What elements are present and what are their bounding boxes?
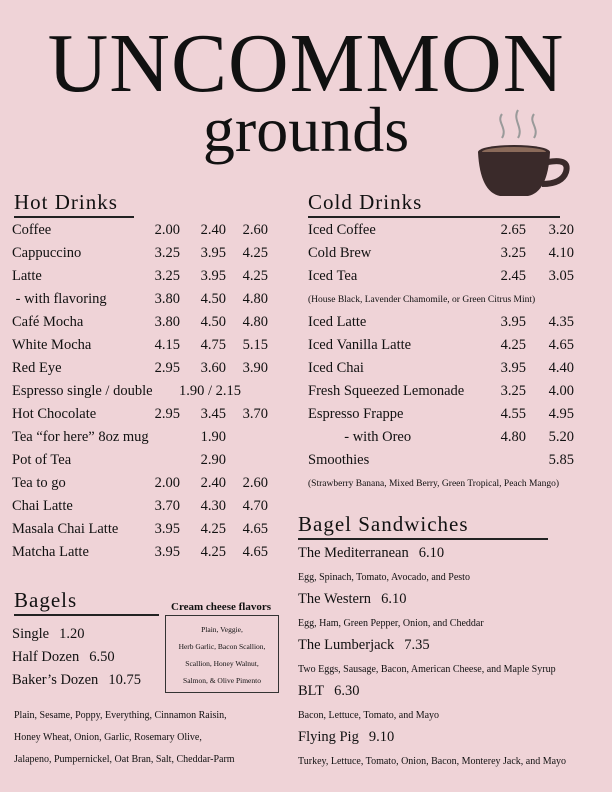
sandwich-price: 6.10 [418, 545, 445, 561]
hot-drink-price: 4.15 [154, 337, 180, 353]
cold-drink-name: Iced Coffee [308, 222, 376, 238]
hot-drink-name: Latte [12, 268, 42, 284]
hot-drink-price: 4.25 [200, 521, 226, 537]
cream-cheese-box [165, 615, 279, 693]
hot-drink-price: 4.30 [200, 498, 226, 514]
hot-drink-price: 2.00 [154, 222, 180, 238]
hot-drink-name: Espresso single / double [12, 383, 153, 399]
cream-cheese-title: Cream cheese flavors [161, 600, 281, 614]
sandwich-description: Turkey, Lettuce, Tomato, Onion, Bacon, Monterey Jack, and Mayo [298, 756, 567, 767]
hot-drink-price: 4.50 [200, 291, 226, 307]
hot-drink-name: Pot of Tea [12, 452, 72, 468]
coffee-cup-icon [474, 106, 574, 202]
hot-drink-name: Chai Latte [12, 498, 73, 514]
cold-drink-price: 4.95 [548, 406, 574, 422]
hot-drink-name: Hot Chocolate [12, 406, 97, 422]
bagels-heading: Bagels [14, 588, 159, 616]
cold-drink-name: Fresh Squeezed Lemonade [308, 383, 465, 399]
hot-drink-price: 3.70 [154, 498, 180, 514]
hot-drink-price: 2.40 [200, 475, 226, 491]
cold-drink-price: 2.45 [500, 268, 526, 284]
hot-drink-name: Café Mocha [12, 314, 84, 330]
sandwich-row [298, 635, 430, 655]
sandwich-name: The Lumberjack [298, 637, 395, 653]
bagel-name: Half Dozen [12, 649, 80, 665]
hot-drink-price: 2.95 [154, 406, 180, 422]
hot-drink-price: 3.95 [154, 544, 180, 560]
bagel-flavor-line: Honey Wheat, Onion, Garlic, Rosemary Olive, [14, 732, 202, 743]
hot-drink-price: 2.60 [242, 222, 268, 238]
bagel-price: 6.50 [89, 649, 115, 665]
cold-drink-name: Iced Chai [308, 360, 364, 376]
sandwich-price: 9.10 [368, 729, 395, 745]
bagel-name: Baker’s Dozen [12, 672, 99, 688]
sandwich-name: The Mediterranean [298, 545, 409, 561]
bagel-price: 10.75 [108, 672, 141, 688]
bagel-sandwiches-heading: Bagel Sandwiches [298, 512, 548, 540]
hot-drink-price: 4.80 [242, 314, 268, 330]
cream-cheese-flavor-line: Scallion, Honey Walnut, [185, 659, 259, 668]
hot-drink-price: 4.25 [242, 245, 268, 261]
sandwich-name: The Western [298, 591, 372, 607]
cold-drink-price: 4.65 [548, 337, 574, 353]
hot-drink-price: 4.65 [242, 544, 268, 560]
menu-title-bottom: grounds [202, 94, 410, 165]
cold-drink-price: 2.65 [500, 222, 526, 238]
bagel-row [12, 623, 84, 646]
hot-drink-price: 4.80 [242, 291, 268, 307]
cold-drink-note: (Strawberry Banana, Mixed Berry, Green Tropical, Peach Mango) [308, 479, 560, 489]
hot-drink-price: 2.60 [242, 475, 268, 491]
cold-drink-price: 5.20 [548, 429, 574, 445]
hot-drink-price: 3.95 [200, 268, 226, 284]
hot-drink-price: 3.60 [200, 360, 226, 376]
hot-drink-name: Cappuccino [12, 245, 82, 261]
hot-drink-name: Coffee [12, 222, 52, 238]
cold-drink-price: 4.40 [548, 360, 574, 376]
sandwich-price: 7.35 [404, 637, 430, 653]
sandwich-row [298, 589, 406, 609]
bagel-price: 1.20 [59, 626, 85, 642]
hot-drink-price: 2.95 [154, 360, 180, 376]
cold-drink-price: 3.05 [548, 268, 574, 284]
cream-cheese-flavor-line: Salmon, & Olive Pimento [183, 676, 261, 685]
sandwich-description: Egg, Ham, Green Pepper, Onion, and Cheddar [298, 618, 484, 629]
hot-drink-price: 3.95 [154, 521, 180, 537]
cold-drink-price: 4.00 [548, 383, 574, 399]
cream-cheese-flavor-line: Herb Garlic, Bacon Scallion, [178, 642, 266, 651]
bagel-row [12, 646, 115, 669]
hot-drink-price: 3.70 [242, 406, 268, 422]
hot-drink-price: 3.80 [154, 291, 180, 307]
sandwich-name: Flying Pig [298, 729, 359, 745]
hot-drink-name: Tea “for here” 8oz mug [12, 429, 149, 445]
cold-drink-price: 4.80 [500, 429, 526, 445]
hot-drinks-heading: Hot Drinks [14, 190, 134, 218]
cold-drink-name: Iced Tea [308, 268, 358, 284]
cold-drink-name: Smoothies [308, 452, 370, 468]
hot-drink-price: 4.50 [200, 314, 226, 330]
menu-title-top: UNCOMMON [47, 17, 565, 110]
hot-drink-name: Red Eye [12, 360, 62, 376]
bagel-flavor-line: Jalapeno, Pumpernickel, Oat Bran, Salt, Cheddar-Parm [14, 754, 235, 765]
sandwich-description: Bacon, Lettuce, Tomato, and Mayo [298, 710, 440, 721]
cold-drink-name: Iced Latte [308, 314, 367, 330]
bagel-row [12, 669, 141, 692]
cold-drink-price: 3.95 [500, 360, 526, 376]
hot-drink-price: 1.90 [200, 429, 226, 445]
hot-drink-price: 5.15 [242, 337, 268, 353]
hot-drink-price: 4.70 [242, 498, 268, 514]
hot-drink-name: Matcha Latte [12, 544, 89, 560]
bagel-flavor-line: Plain, Sesame, Poppy, Everything, Cinnamon Raisin, [14, 710, 227, 721]
hot-drink-price: 4.25 [242, 268, 268, 284]
cold-drink-name: Iced Vanilla Latte [308, 337, 412, 353]
hot-drink-price-combo: 1.90 / 2.15 [179, 383, 242, 399]
hot-drink-name: Tea to go [12, 475, 66, 491]
sandwich-row [298, 543, 444, 563]
hot-drink-price: 2.90 [200, 452, 226, 468]
hot-drink-name: White Mocha [12, 337, 92, 353]
sandwich-description: Two Eggs, Sausage, Bacon, American Cheese, and Maple Syrup [298, 664, 556, 675]
bagel-name: Single [12, 626, 50, 642]
hot-drink-price: 4.75 [200, 337, 226, 353]
hot-drink-name: Masala Chai Latte [12, 521, 119, 537]
hot-drink-price: 3.80 [154, 314, 180, 330]
cold-drink-price: 3.25 [500, 245, 526, 261]
hot-drink-price: 4.25 [200, 544, 226, 560]
hot-drink-price: 2.40 [200, 222, 226, 238]
cold-drink-note: (House Black, Lavender Chamomile, or Green Citrus Mint) [308, 295, 536, 305]
cold-drink-price: 3.95 [500, 314, 526, 330]
hot-drink-price: 3.25 [154, 268, 180, 284]
hot-drink-price: 2.00 [154, 475, 180, 491]
hot-drink-price: 3.45 [200, 406, 226, 422]
sandwich-name: BLT [298, 683, 325, 699]
hot-drink-price: 3.25 [154, 245, 180, 261]
cold-drink-price: 4.55 [500, 406, 526, 422]
sandwich-description: Egg, Spinach, Tomato, Avocado, and Pesto [298, 572, 470, 583]
cream-cheese-flavor-line: Plain, Veggie, [201, 625, 243, 634]
cold-drink-name: Espresso Frappe [308, 406, 404, 422]
sandwich-row [298, 681, 359, 701]
hot-drink-price: 3.90 [242, 360, 268, 376]
cold-drink-name: - with Oreo [308, 429, 412, 445]
cold-drink-price: 5.85 [548, 452, 574, 468]
sandwich-price: 6.10 [381, 591, 407, 607]
sandwich-price: 6.30 [334, 683, 360, 699]
cold-drink-price: 3.20 [548, 222, 574, 238]
hot-drink-name: - with flavoring [12, 291, 107, 307]
hot-drink-price: 4.65 [242, 521, 268, 537]
cold-drink-price: 4.25 [500, 337, 526, 353]
cold-drink-price: 4.35 [548, 314, 574, 330]
sandwich-row [298, 727, 394, 747]
hot-drink-price: 3.95 [200, 245, 226, 261]
cold-drink-name: Cold Brew [308, 245, 372, 261]
cold-drink-price: 4.10 [548, 245, 574, 261]
cold-drink-price: 3.25 [500, 383, 526, 399]
cold-drinks-heading: Cold Drinks [308, 190, 560, 218]
